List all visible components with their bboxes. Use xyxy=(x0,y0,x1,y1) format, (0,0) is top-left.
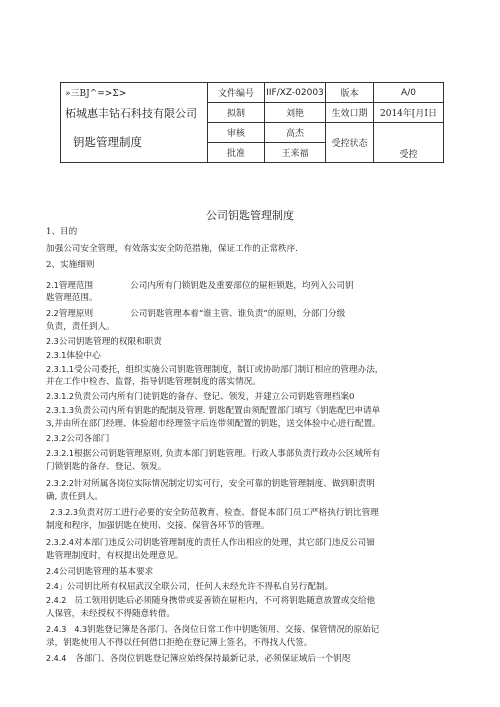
paragraph-line: 制度和程序，加强钥匙在使用、交接、保管各环节的管理。 xyxy=(46,521,270,531)
paragraph-line xyxy=(46,390,458,404)
clause-number: 2.3.1.2 xyxy=(46,392,74,401)
clause-text: 员工领用钥匙后必须随身携带或妥善锁在屉柜内，不可将钥匙随意放置或交给他 xyxy=(74,596,376,606)
clause-number: 2.2 xyxy=(46,309,59,318)
doc-number: IIF/XZ-02003 xyxy=(265,83,326,103)
paragraph-line: 匙管理制度时，有权提出处理意见。 xyxy=(46,551,184,561)
paragraph-line xyxy=(46,279,458,293)
status-label: 受控状态 xyxy=(326,123,374,163)
effective-date-label: 生效口期 xyxy=(326,103,374,123)
paragraph-line xyxy=(46,623,458,637)
clause-number: 2.3 xyxy=(46,337,59,346)
clause-text: 公司内所有门锁钥匙及重要部位的屉柜锁匙，均列入公司钥 xyxy=(130,281,354,291)
paragraph-line xyxy=(46,335,458,349)
effective-date-value: 2014年[月I日 xyxy=(374,103,444,123)
clause-text: 公司钥匙管理的权限和职责 xyxy=(58,337,162,347)
paragraph-line xyxy=(46,363,458,377)
clause-text: 负责公司内所有钥匙的配制及管理. 钥匙配置由须配置部门填写《钥匙配巴申请单 xyxy=(74,406,381,416)
version-value: A/0 xyxy=(374,83,444,103)
clause-text: 公司钥匙管理本着“谁主管、谁负责”的原则，分部门分级 xyxy=(130,309,346,319)
clause-number: 2.3.2.3 xyxy=(50,508,78,517)
paragraph-line: 门锁钥匙的备存、登记、领发。 xyxy=(46,462,167,472)
paragraph-line xyxy=(46,652,458,666)
paragraph-line: 人保管，未经授权不得随意转借。 xyxy=(46,609,175,619)
clause-text: 各部门、各岗位钥匙登记簿应始终保持最新记录，必须保证域后一个钥咫 xyxy=(75,654,351,664)
clause-subnumber: 4.3 xyxy=(74,625,88,634)
clause-text: 针对所属各岗位实际情况制定切实可行，安全可靠的钥匙管理制度、做到职责明 xyxy=(74,479,375,489)
paragraph-line xyxy=(46,307,458,321)
clause-number: 2.4.4 xyxy=(46,654,67,663)
clause-title: 管理范围 xyxy=(58,281,94,291)
paragraph-line xyxy=(46,580,458,594)
paragraph-line xyxy=(46,594,458,608)
clause-number: 2.3.2.1 xyxy=(46,449,74,458)
paragraph-line: 负责，责任到人。 xyxy=(46,322,115,332)
clause-text: 负责公司内所有门徒钥匙的备存、登记、领发，并建立公司钥匙管理档案0 xyxy=(74,392,355,402)
clause-text: 公司钥匙管理的基本要求 xyxy=(58,567,154,577)
paragraph-line: 3,并由所在部门经理、体验超市经理签字后连带须配置的钥匙，送交体验中心进行配置。 xyxy=(46,419,381,429)
paragraph-line: 匙管理范围。 xyxy=(46,293,98,303)
clause-number: 2.3.2 xyxy=(46,434,67,443)
drafter-value: 刘艳 xyxy=(265,103,326,123)
clause-number: 2.4.3 xyxy=(46,625,67,634)
clause-number: 2.3.2.4 xyxy=(46,538,74,547)
paragraph-line xyxy=(46,477,458,491)
clause-number: 2.3.2.2 xyxy=(46,479,74,488)
doc-number-label: 文件编号 xyxy=(208,83,265,103)
status-value: 受控 xyxy=(374,123,444,163)
section-2-heading: 2、实施细则 xyxy=(46,260,95,270)
paragraph-line xyxy=(50,506,462,520)
paragraph-line: 并在工作中检杏、监督，指导钥匙管理制度的落实情况。 xyxy=(46,377,261,387)
clause-text: 公司钥比所有权屈武汉全联公司，任何人未经允许不得私自另行配制。 xyxy=(66,582,334,592)
clause-text: 根据公司钥匙管理原则, 负责本部门钥匙管理。行政人事部负责行政办公区域所有 xyxy=(74,449,381,459)
approver-value: 王来福 xyxy=(265,143,326,163)
clause-number: 2.4.2 xyxy=(46,596,67,605)
clause-number: 2.3.1.3 xyxy=(46,406,74,415)
clause-text: 体验中心 xyxy=(66,351,101,361)
paragraph-line xyxy=(46,432,458,446)
document-header-table xyxy=(60,82,444,163)
clause-number: 2.3.1 xyxy=(46,351,67,360)
paragraph-line: 加强公司安全管理，有效落实安全防范措施，保证工作的正常秩序. xyxy=(46,244,298,254)
clause-number: 2.3.1.1 xyxy=(46,365,74,374)
paragraph-line: 确, 责任到人。 xyxy=(46,492,104,502)
paragraph-line xyxy=(46,404,458,418)
drafter-label: 拟制 xyxy=(208,103,265,123)
paragraph-line xyxy=(46,447,458,461)
paragraph-line: 录，钥匙使用人不得以任何借口拒绝在登记簿上签名，不得找人代签。 xyxy=(46,638,313,648)
clause-text: 公司各部门 xyxy=(66,434,110,444)
paragraph-line xyxy=(46,565,458,579)
clause-text: 钥匙登记簿是各部门、各岗位日常工作中钥匙领用、交接、保管情况的原始记 xyxy=(87,625,380,635)
paragraph-line xyxy=(46,536,458,550)
clause-number: 2.4 xyxy=(46,567,59,576)
section-1-heading: 1、目的 xyxy=(46,227,78,237)
clause-title: 管理原则 xyxy=(58,309,94,319)
reviewer-value: 高杰 xyxy=(265,123,326,143)
company-logo-text: »三BJ^=>Σ> xyxy=(61,83,208,103)
page-title: 公司钥匙管理制度 xyxy=(206,209,294,222)
clause-text: 对本部门违反公司钥匙管理制度的责任人作出相应的处理，其它部门违反公司钿 xyxy=(74,538,375,548)
clause-text: 负责对厉工进行必要的安全防范教育、检查、督促本部门员工严格执行钥比管理 xyxy=(78,508,379,518)
approver-label: 批准 xyxy=(208,143,265,163)
paragraph-line xyxy=(46,349,458,363)
version-label: 版本 xyxy=(326,83,374,103)
doc-title-cell: 钥匙管理制度 xyxy=(61,123,208,163)
clause-number: 2.1 xyxy=(46,281,59,290)
reviewer-label: 审核 xyxy=(208,123,265,143)
clause-number: 2.4」 xyxy=(46,582,67,591)
clause-text: 受公司委托，组织实施公司钥匙管理制度，制订或协助部门制订相应的管理办法， xyxy=(74,365,384,375)
company-name: 柘城惠丰钻石科技有限公司 xyxy=(61,103,208,123)
